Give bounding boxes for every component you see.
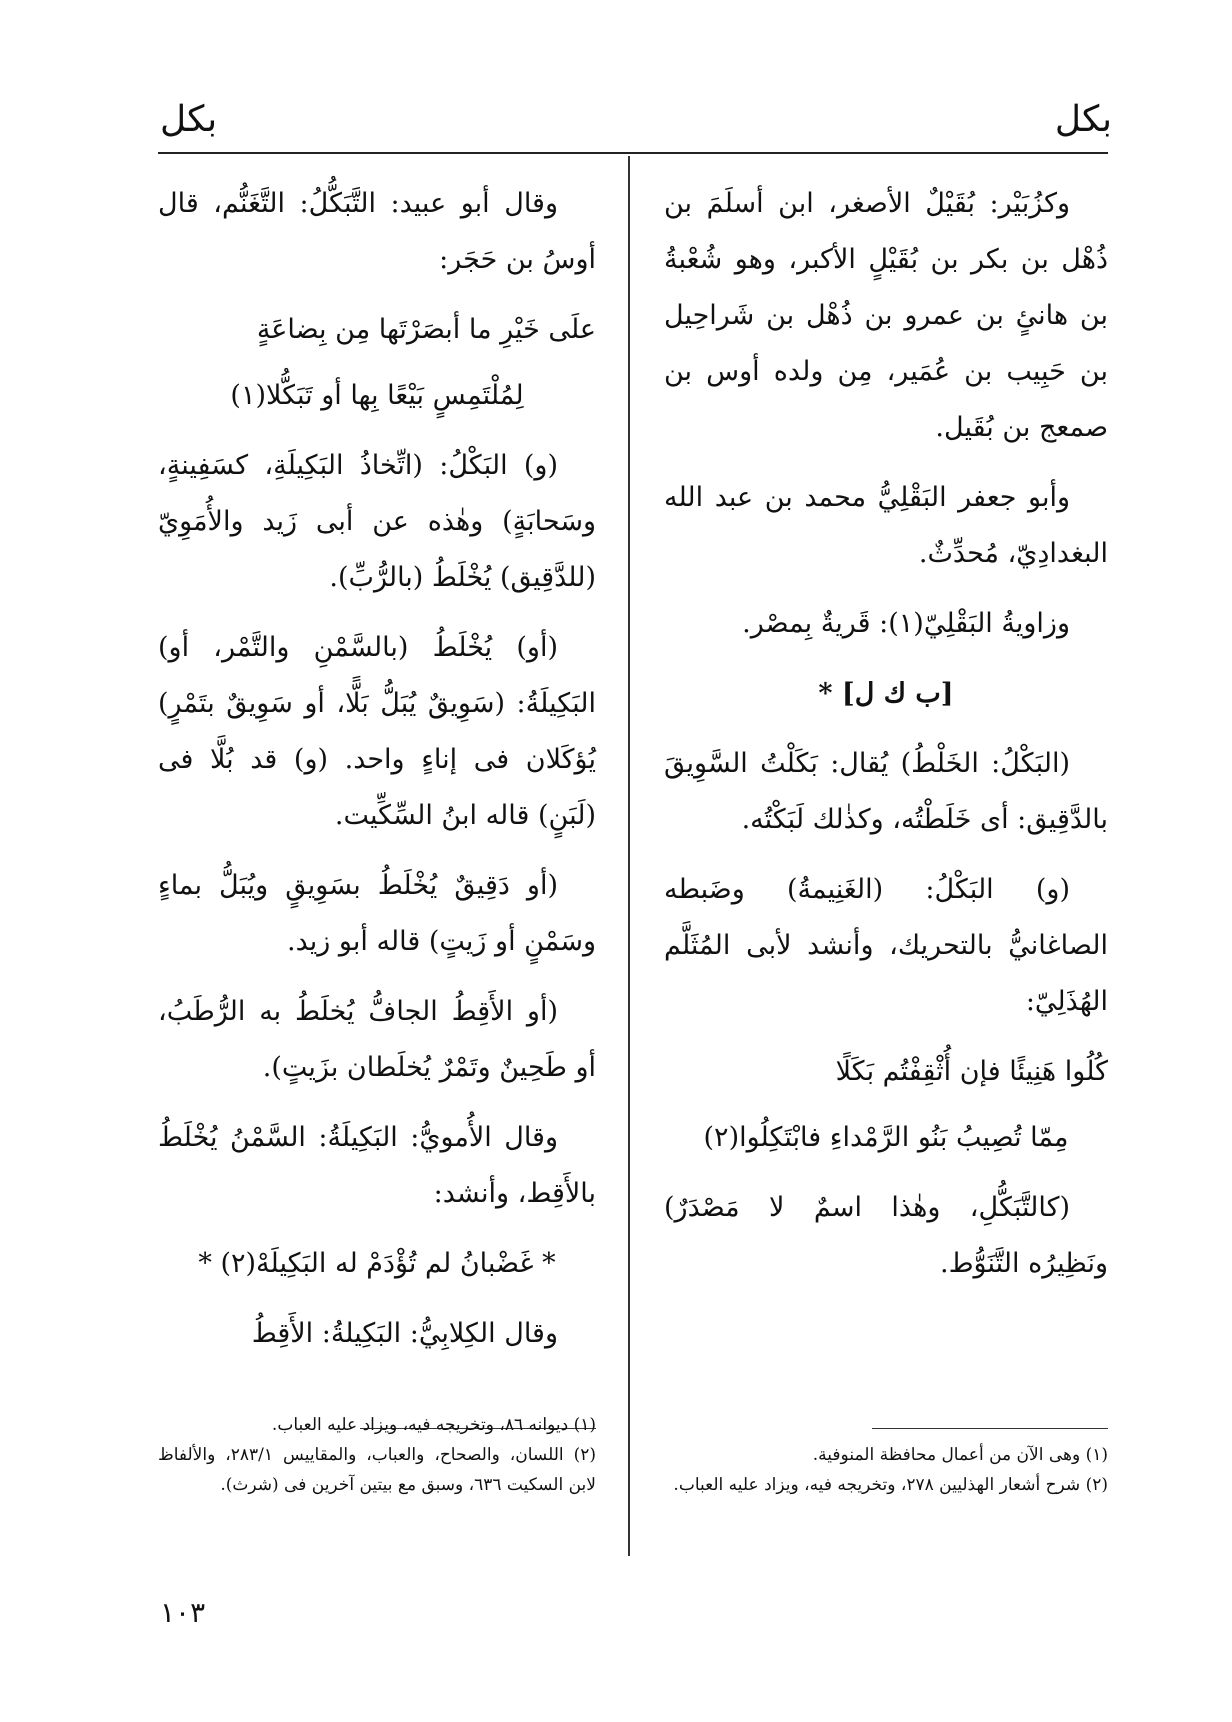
paragraph: (أو) يُخْلَطُ (بالسَّمْنِ والتَّمْر، أو) البَكِيلَةُ: (سَوِيقٌ يُبَلُّ بَلًّا، أو سَوِيقٌ بتَمْرٍ) يُؤكَلان فى إناءٍ واحد. (و) قد بُلَّا فى (لَبَنٍ) قاله ابنُ السِّكِّيت.: [158, 632, 596, 831]
section-heading: [ب ك ل] *: [818, 678, 954, 709]
left-footnotes: [158, 1410, 596, 1500]
paragraph: وأبو جعفر البَقْلِيُّ محمد بن عبد الله البغدادِيّ، مُحدِّثٌ.: [664, 482, 1108, 569]
running-header-left: بكل: [160, 99, 218, 140]
paragraph: وكزُبَيْر: بُقَيْلٌ الأصغر، ابن أسلَمَ بن ذُهْل بن بكر بن بُقَيْلٍ الأكبر، وهو شُعْبةُ بن هانئٍ بن عمرو بن ذُهْل بن شَراحِيل بن حَبِيب بن عُمَير، مِن ولده أوس بن صمعج بن بُقَيل.: [664, 188, 1108, 443]
verse-line: كُلُوا هَنِيئًا فإن أُثْقِفْتُم بَكَلًا: [835, 1056, 1108, 1087]
paragraph: (و) البَكْلُ: (اتِّخاذُ البَكِيلَةِ، كسَفِينةٍ، وسَحابَةٍ) وهٰذه عن أبى زَيد والأُمَوِيّ (للدَّقِيق) يُخْلَطُ (بالرُّبِّ).: [158, 450, 596, 593]
verse-line: * غَضْبانُ لم تُؤْدَمْ له البَكِيلَهْ(٢) *: [198, 1248, 556, 1279]
paragraph: (أو دَقِيقٌ يُخْلَطُ بسَوِيقٍ ويُبَلُّ بماءٍ وسَمْنٍ أو زَيتٍ) قاله أبو زيد.: [158, 870, 596, 957]
paragraph: (كالتَّبَكُّلِ، وهٰذا اسمٌ لا مَصْدَرٌ) ونَظِيرُه التَّنَوُّط.: [664, 1192, 1108, 1279]
column-divider: [628, 156, 630, 1556]
paragraph: (أو الأَقِطُ الجافُّ يُخلَطُ به الرُّطَبُ، أو طَحِينٌ وتَمْرٌ يُخلَطان بزَيتٍ).: [158, 996, 596, 1083]
header-rule: [158, 152, 1108, 154]
footnote: (١) وهى الآن من أعمال محافظة المنوفية.: [812, 1445, 1108, 1465]
running-header-right: بكل: [1054, 99, 1112, 140]
paragraph: (البَكْلُ: الخَلْطُ) يُقال: بَكَلْتُ السَّوِيقَ بالدَّقِيق: أى خَلَطْتُه، وكذٰلك لَبَكْتُه.: [664, 748, 1108, 835]
verse-line: مِمّا تُصِيبُ بَنُو الرَّمْداءِ فابْتَكِلُوا(٢): [703, 1122, 1069, 1153]
footnote-rule: [872, 1428, 1108, 1429]
verse-line: علَى خَيْرِ ما أبصَرْتَها مِن بِضاعَةٍ: [256, 314, 596, 345]
footnote: (٢) شرح أشعار الهذليين ٢٧٨، وتخريجه فيه، ويزاد عليه العباب.: [673, 1475, 1108, 1495]
verse-line: لِمُلْتَمِسٍ بَيْعًا بِها أو تَبَكُّلا(١): [230, 380, 524, 411]
footnote: (٢) اللسان، والصحاح، والعباب، والمقاييس ٢٨٣/١، والألفاظ لابن السكيت ٦٣٦، وسبق مع بيتين آخرين فى (شرث).: [158, 1445, 597, 1495]
paragraph: وقال الأُمويُّ: البَكِيلَةُ: السَّمْنُ يُخْلَطُ بالأَقِط، وأنشد:: [158, 1122, 596, 1209]
paragraph: وقال الكِلابِيُّ: البَكِيلةُ: الأَقِطُ: [251, 1318, 558, 1349]
left-column: [158, 176, 596, 1376]
right-column: [664, 176, 1108, 1306]
paragraph: وزاويةُ البَقْلِيّ(١): قَريةٌ بِمصْر.: [742, 608, 1070, 639]
page-number: ١٠٣: [160, 1596, 206, 1629]
footnote: (١) ديوانه ٨٦، وتخريجه فيه، ويزاد عليه العباب.: [271, 1415, 596, 1435]
paragraph: وقال أبو عبيد: التَّبَكُّلُ: التَّغَنُّم، قال أوسُ بن حَجَر:: [158, 188, 596, 275]
right-footnotes: [664, 1440, 1108, 1500]
paragraph: (و) البَكْلُ: (الغَنِيمةُ) وضَبطه الصاغانيُّ بالتحريك، وأنشد لأبى المُثَلَّم الهُذَلِيّ:: [664, 874, 1108, 1017]
